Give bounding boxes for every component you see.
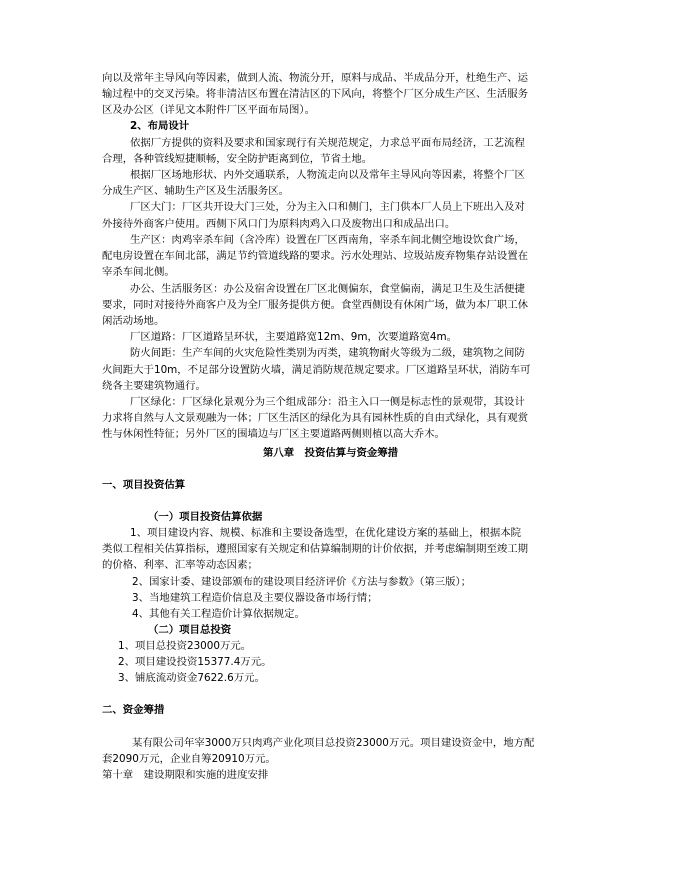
- text-line: 分成生产区、辅助生产区及生活服务区。: [102, 185, 290, 197]
- text-line: 2、国家计委、建设部颁布的建设项目经济评价《方法与参数》（第三版）；: [132, 576, 472, 588]
- text-line: 力求将自然与人文景观融为一体；厂区生活区的绿化为具有园林性质的自由式绿化，具有观赏: [102, 412, 529, 424]
- chapter-title: 第八章 投资估算与资金筹措: [263, 447, 399, 459]
- section-heading: 二、资金筹措: [102, 704, 165, 716]
- text-line: 性与休闲性特征；另外厂区的围墙边与厂区主要道路两侧则植以高大乔木。: [102, 428, 445, 440]
- text-line: 绕各主要建筑物通行。: [102, 380, 206, 392]
- subsection-heading: （二）项目总投资: [148, 624, 232, 636]
- list-item: 3、铺底流动资金7622.6万元。: [118, 672, 265, 684]
- text-line: 厂区绿化：厂区绿化景观分为三个组成部分：沿主入口一侧是标志性的景观带，其设计: [130, 396, 525, 408]
- text-line: 生产区：肉鸡宰杀车间（含冷库）设置在厂区西南角，宰杀车间北侧空地设饮食广场，: [130, 234, 525, 246]
- text-line: 厂区道路：厂区道路呈环状，主要道路宽12m、9m，次要道路宽4m。: [130, 331, 457, 343]
- text-line: 合理，各种管线短捷顺畅，安全防护距离到位，节省土地。: [102, 153, 373, 165]
- text-line: 3、当地建筑工程造价信息及主要仪器设备市场行情；: [132, 592, 378, 604]
- text-line: 火间距大于10m，不足部分设置防火墙，满足消防规范规定要求。厂区道路呈环状，消防车可: [102, 364, 531, 376]
- text-line: 类似工程相关估算指标，遵照国家有关规定和估算编制期的计价依据，并考虑编制期至竣工期: [102, 543, 529, 555]
- list-item: 1、项目总投资23000万元。: [118, 640, 252, 652]
- section-heading: 一、项目投资估算: [102, 479, 186, 491]
- text-line: 厂区大门：厂区共开设大门三处，分为主入口和侧门，主门供本厂人员上下班出入及对: [130, 201, 525, 213]
- list-item: 2、项目建设投资15377.4万元。: [118, 656, 272, 668]
- text-line: 1、项目建设内容、规模、标准和主要设备选型，在优化建设方案的基础上，根据本院: [130, 527, 522, 539]
- subsection-heading: （一）项目投资估算依据: [148, 511, 263, 523]
- chapter-title: 第十章 建设期限和实施的进度安排: [102, 769, 269, 781]
- text-line: 宰杀车间北侧。: [102, 266, 175, 278]
- text-line: 办公、生活服务区：办公及宿舍设置在厂区北侧偏东，食堂偏南，满足卫生及生活便捷: [130, 283, 525, 295]
- text-line: 区及办公区（详见文本附件厂区平面布局图）。: [102, 104, 316, 116]
- text-line: 输过程中的交叉污染。将非清洁区布置在清洁区的下风向，将整个厂区分成生产区、生活服务: [102, 88, 529, 100]
- section-heading: 2、布局设计: [130, 120, 190, 132]
- text-line: 根据厂区场地形状、内外交通联系，人物流走向以及常年主导风向等因素，将整个厂区: [130, 169, 525, 181]
- text-line: 要求，同时对接待外商客户及为全厂服务提供方便。食堂西侧设有休闲广场，做为本厂职工休: [102, 299, 529, 311]
- text-line: 外接待外商客户使用。西侧下风口门为原料肉鸡入口及废物出口和成品出口。: [102, 218, 456, 230]
- text-line: 的价格、利率、汇率等动态因素；: [102, 559, 258, 571]
- text-line: 某有限公司年宰3000万只肉鸡产业化项目总投资23000万元。项目建设资金中，地方配: [132, 737, 535, 749]
- text-line: 防火间距：生产车间的火灾危险性类别为丙类，建筑物耐火等级为二级，建筑物之间防: [130, 347, 525, 359]
- text-line: 依据厂方提供的资料及要求和国家现行有关规范规定，力求总平面布局经济，工艺流程: [130, 137, 525, 149]
- text-line: 向以及常年主导风向等因素，做到人流、物流分开，原料与成品、半成品分开，杜绝生产、运: [102, 72, 529, 84]
- text-line: 4、其他有关工程造价计算依据规定。: [132, 608, 305, 620]
- text-line: 闲活动场地。: [102, 315, 165, 327]
- text-line: 配电房设置在车间北部，满足节约管道线路的要求。污水处理站、垃圾站废弃物集存站设置在: [102, 250, 529, 262]
- text-line: 套2090万元，企业自筹20910万元。: [102, 753, 276, 765]
